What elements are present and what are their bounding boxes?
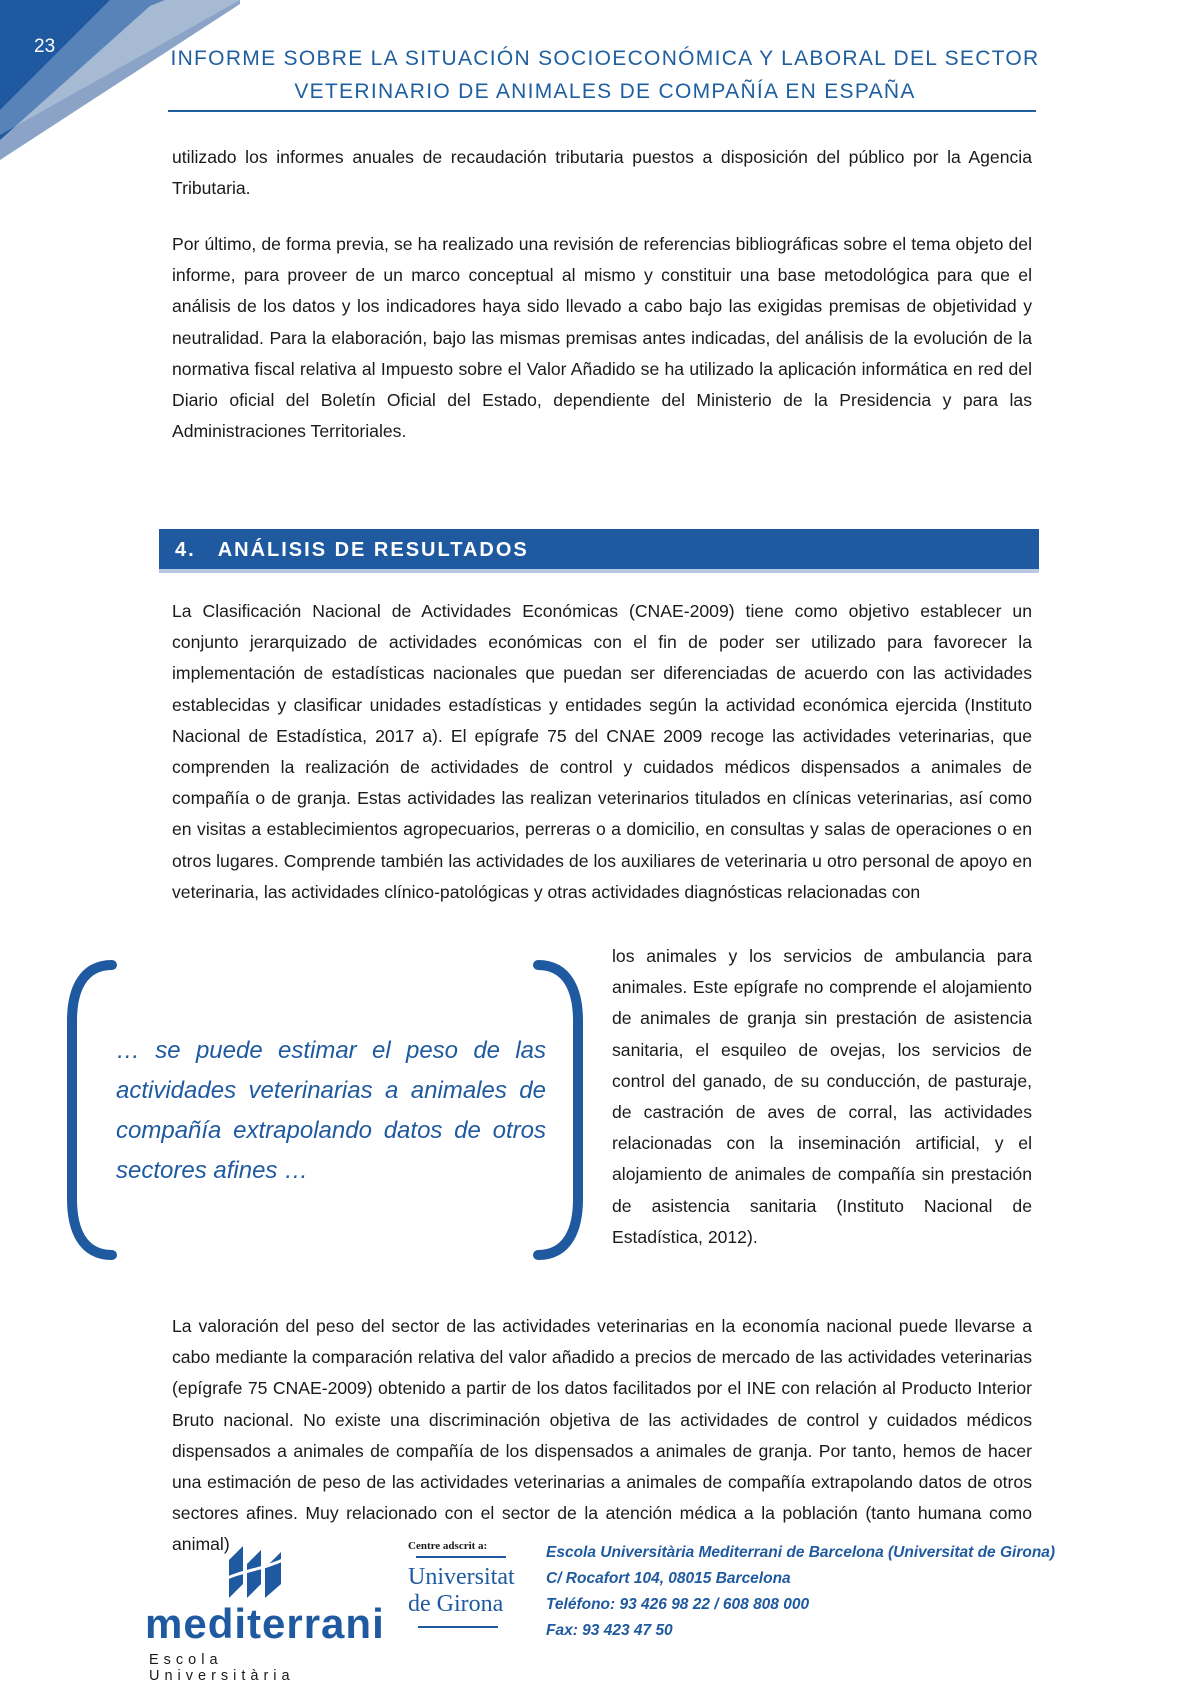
girona-rule-top bbox=[416, 1556, 506, 1558]
girona-name bbox=[408, 1564, 515, 1618]
contact-school: Escola Universitària Mediterrani de Barcelona (Universitat de Girona) bbox=[546, 1544, 1056, 1561]
document-title-line-2: VETERINARIO DE ANIMALES DE COMPAÑÍA EN ESPAÑA bbox=[294, 80, 916, 103]
document-title bbox=[170, 42, 1040, 108]
paragraph-1: utilizado los informes anuales de recaudación tributaria puestos a disposición del público por la Agencia Tributaria. bbox=[172, 147, 1032, 199]
mediterrani-emblem-icon bbox=[223, 1540, 287, 1604]
contact-phone: Teléfono: 93 426 98 22 / 608 808 000 bbox=[546, 1596, 810, 1613]
contact-fax: Fax: 93 423 47 50 bbox=[546, 1622, 673, 1639]
mediterrani-logo bbox=[145, 1540, 385, 1684]
header-divider bbox=[168, 110, 1036, 112]
section-heading bbox=[159, 529, 1039, 573]
mediterrani-subtitle: Escola Universitària bbox=[149, 1652, 295, 1684]
section-number: 4. bbox=[175, 539, 196, 561]
paragraph-4: los animales y los servicios de ambulancia para animales. Este epígrafe no comprende el alojamiento de animales de granja sin prestación de asistencia sanitaria, el esquileo de ovejas, los servicios de control del ganado, de su conducción, de pasturaje, de castración de aves de corral, las actividades relacionadas con la inseminación artificial, y el alojamiento de animales de compañía sin prestación de asistencia sanitaria (Instituto Nacional de Estadística, 2012). bbox=[612, 946, 1032, 1247]
paragraph-3: La Clasificación Nacional de Actividades Económicas (CNAE-2009) tiene como objetivo establecer un conjunto jerarquizado de actividades económicas con el fin de poder ser utilizado para favorecer la implementación de estadísticas nacionales que puedan ser diferenciadas de acuerdo con las actividades establecidas y clasificar unidades estadísticas y entidades según la actividad económica ejercida (Instituto Nacional de Estadística, 2017 a). El epígrafe 75 del CNAE 2009 recoge las actividades veterinarias, que comprenden la realización de actividades de control y cuidados médicos dispensados a animales de compañía o de granja. Estas actividades las realizan veterinarios titulados en clínicas veterinarias, así como en visitas a establecimientos agropecuarios, perreras o a domicilio, en consultas y salas de operaciones o en otros lugares. Comprende también las actividades de los auxiliares de veterinaria u otro personal de apoyo en veterinaria, las actividades clínico-patológicas y otras actividades diagnósticas relacionadas con bbox=[172, 601, 1032, 902]
page-number: 23 bbox=[34, 36, 56, 57]
section-heading-text bbox=[175, 539, 529, 562]
section-title: ANÁLISIS DE RESULTADOS bbox=[217, 539, 529, 561]
document-title-line-1: INFORME SOBRE LA SITUACIÓN SOCIOECONÓMICA Y LABORAL DEL SECTOR bbox=[170, 47, 1040, 70]
girona-name-line-1: Universitat bbox=[408, 1564, 515, 1590]
girona-attached-label: Centre adscrit a: bbox=[408, 1540, 488, 1552]
girona-name-line-2: de Girona bbox=[408, 1591, 504, 1617]
contact-address: C/ Rocafort 104, 08015 Barcelona bbox=[546, 1570, 791, 1587]
pull-quote: … se puede estimar el peso de las actividades veterinarias a animales de compañía extrapolando datos de otros sectores afines … bbox=[116, 1037, 546, 1184]
girona-logo bbox=[408, 1540, 538, 1670]
mediterrani-wordmark: mediterrani bbox=[145, 1600, 385, 1647]
footer-contact bbox=[546, 1540, 1055, 1644]
paragraph-2: Por último, de forma previa, se ha realizado una revisión de referencias bibliográficas sobre el tema objeto del informe, para proveer de un marco conceptual al mismo y constituir una base metodológica para que el análisis de los datos y los indicadores haya sido llevado a cabo bajo las exigidas premisas de objetividad y neutralidad. Para la elaboración, bajo las mismas premisas antes indicadas, del análisis de la evolución de la normativa fiscal relativa al Impuesto sobre el Valor Añadido se ha utilizado la aplicación informática en red del Diario oficial del Boletín Oficial del Estado, dependiente del Ministerio de la Presidencia y para las Administraciones Territoriales. bbox=[172, 234, 1032, 442]
paragraph-5: La valoración del peso del sector de las actividades veterinarias en la economía nacional puede llevarse a cabo mediante la comparación relativa del valor añadido a precios de mercado de las actividades veterinarias (epígrafe 75 CNAE-2009) obtenido a partir de los datos facilitados por el INE con relación al Producto Interior Bruto nacional. No existe una discriminación objetiva de las actividades de control y cuidados médicos dispensados a animales de compañía de los dispensados a animales de granja. Por tanto, hemos de hacer una estimación de peso de las actividades veterinarias a animales de compañía extrapolando datos de otros sectores afines. Muy relacionado con el sector de la atención médica a la población (tanto humana como animal) bbox=[172, 1316, 1032, 1555]
girona-rule-bottom bbox=[418, 1626, 498, 1628]
